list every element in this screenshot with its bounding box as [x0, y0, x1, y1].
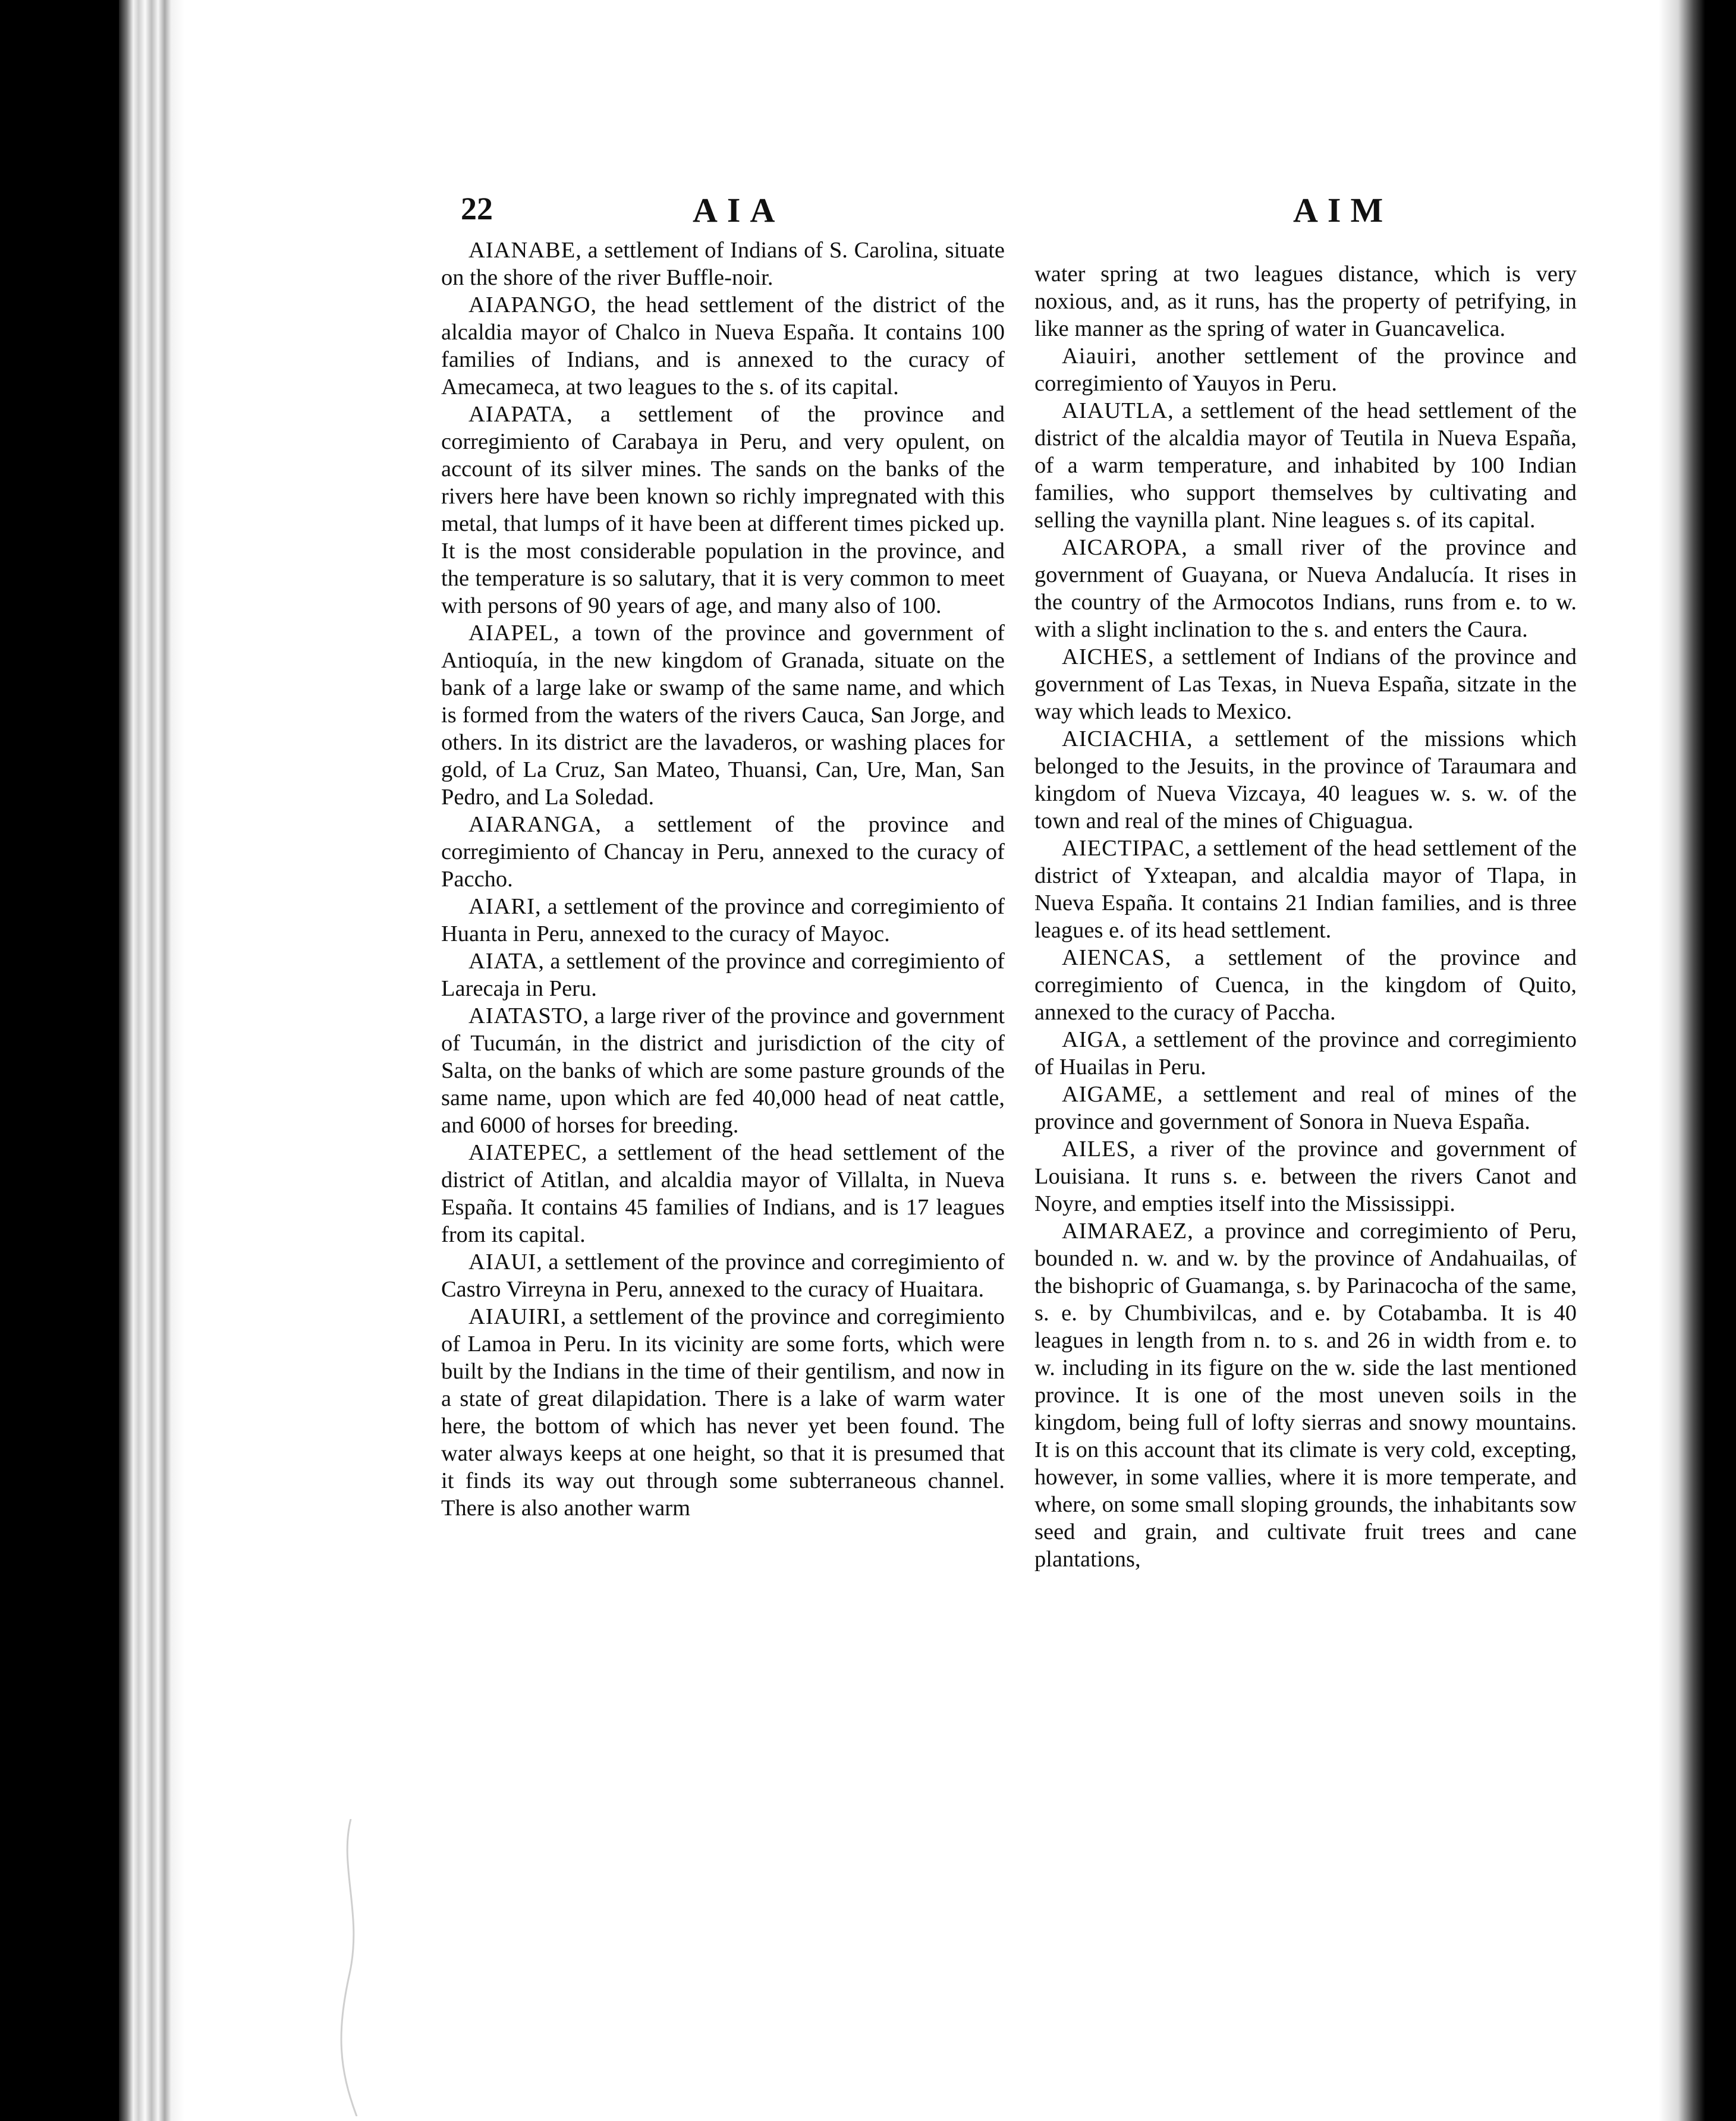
entry-text: , another settlement of the province and corregimiento of Yauyos in Peru.: [1034, 344, 1577, 396]
entry-headword: Aiauiri: [1062, 344, 1131, 369]
entry-headword: AICIACHIA: [1062, 726, 1187, 751]
entry-text: , a settlement of the province and corregimiento of Carabaya in Peru, and very opulent, on account of its silver mines. The sands on the banks of the rivers here have been known so richly impregnated with this metal, that lumps of it have been at different times picked up. It is the most considerable population in the province, and the temperature is so salutary, that it is very common to meet with persons of 90 years of age, and many also of 100.: [441, 402, 1005, 618]
entry-text: , a settlement of the province and corregimiento of Huanta in Peru, annexed to the curacy of Mayoc.: [441, 894, 1005, 946]
entry: [441, 619, 1005, 811]
page-edge: [1659, 0, 1736, 2121]
running-head-left: AIA: [693, 191, 785, 229]
entry: [441, 1248, 1005, 1303]
entry-headword: AIENCAS: [1062, 945, 1165, 970]
entry-text: water spring at two leagues distance, which is very noxious, and, as it runs, has the property of petrifying, in like manner as the spring of water in Guancavelica.: [1034, 262, 1577, 341]
entry-headword: AIAPANGO: [468, 292, 591, 317]
entry: [441, 291, 1005, 401]
entry: [1034, 835, 1577, 944]
entry-text: , a settlement of the province and corregimiento of Chancay in Peru, annexed to the curacy of Paccho.: [441, 812, 1005, 892]
entry-headword: AIAPATA: [468, 402, 567, 427]
entry: [441, 811, 1005, 893]
entry-text: , a settlement of the head settlement of the district of Atitlan, and alcaldia mayor of Villalta, in Nueva España. It contains 45 families of Indians, and is 17 leagues from its capital.: [441, 1140, 1005, 1247]
entry-headword: AIGAME: [1062, 1082, 1157, 1107]
entry-headword: AIARI: [468, 894, 535, 919]
entry-headword: AILES: [1062, 1137, 1130, 1162]
entry-headword: AIGA: [1062, 1027, 1122, 1052]
entry: [1034, 725, 1577, 835]
entry-headword: AIANABE: [468, 238, 576, 263]
entry-text: , a settlement of the province and corregimiento of Castro Virreyna in Peru, annexed to the curacy of Huaitara.: [441, 1250, 1005, 1302]
page-number: 22: [461, 191, 493, 226]
entry: [1034, 1081, 1577, 1135]
entry: [441, 1002, 1005, 1139]
entry-headword: AIAUI: [468, 1250, 537, 1275]
entry: [441, 401, 1005, 619]
entry: [441, 1139, 1005, 1248]
entry: [1034, 1217, 1577, 1573]
binding-thread-marks: [333, 1819, 369, 2116]
page-gutter: [119, 0, 184, 2121]
entry-text: , a settlement of the missions which belonged to the Jesuits, in the province of Taraumara and kingdom of Nueva Vizcaya, 40 leagues w. s. w. of the town and real of the mines of Chiguagua.: [1034, 726, 1577, 833]
entry: [1034, 534, 1577, 643]
entry: [1034, 1135, 1577, 1217]
entry-text: , a large river of the province and government of Tucumán, in the district and jurisdiction of the city of Salta, on the banks of which are some pasture grounds of the same name, upon which are fed 40,000 head of neat cattle, and 6000 of horses for breeding.: [441, 1003, 1005, 1138]
left-column: [441, 237, 1005, 1522]
entry-headword: AIATA: [468, 949, 539, 974]
entry-headword: AIATEPEC: [468, 1140, 581, 1165]
entry: [441, 948, 1005, 1002]
entry-text: , a small river of the province and government of Guayana, or Nueva Andalucía. It rises in the country of the Armocotos Indians, runs from e. to w. with a slight inclination to the s. and enters the Caura.: [1034, 535, 1577, 642]
entry-headword: AIAUIRI: [468, 1304, 561, 1329]
entry: [1034, 397, 1577, 534]
entry-headword: AIMARAEZ: [1062, 1219, 1188, 1244]
entry-headword: AIAUTLA: [1062, 398, 1168, 423]
right-column: [1034, 260, 1577, 1573]
entry-text: , a settlement of the head settlement of the district of Yxteapan, and alcaldia mayor of Tlapa, in Nueva España. It contains 21 Indian families, and is three leagues e. of its head settlement.: [1034, 836, 1577, 943]
entry-text: , the head settlement of the district of the alcaldia mayor of Chalco in Nueva España. It contains 100 families of Indians, and is annexed to the curacy of Amecameca, at two leagues to the s. of its capital.: [441, 292, 1005, 399]
running-head-right: AIM: [1293, 191, 1393, 229]
entry: [1034, 1026, 1577, 1081]
entry-headword: AIAPEL: [468, 621, 553, 646]
entry: [441, 237, 1005, 291]
entry-headword: AIATASTO: [468, 1003, 583, 1028]
entry-text: , a settlement of Indians of S. Carolina, situate on the shore of the river Buffle-noir.: [441, 238, 1005, 290]
entry: [1034, 643, 1577, 725]
entry-text: , a province and corregimiento of Peru, bounded n. w. and w. by the province of Andahuailas, of the bishopric of Guamanga, s. by Parinacocha of the same, s. e. by Chumbivilcas, and e. by Cotabamba. It is 40 leagues in length from n. to s. and 26 in width from e. to w. including in its figure on the w. side the last mentioned province. It is one of the most uneven soils in the kingdom, being full of lofty sierras and snowy mountains. It is on this account that its climate is very cold, excepting, however, in some vallies, where it is more temperate, and where, on some small sloping grounds, the inhabitants sow seed and grain, and cultivate fruit trees and cane plantations,: [1034, 1219, 1577, 1572]
entry-text: , a settlement of Indians of the province and government of Las Texas, in Nueva España, sitzate in the way which leads to Mexico.: [1034, 644, 1577, 724]
entry-text: , a river of the province and government of Louisiana. It runs s. e. between the rivers Canot and Noyre, and empties itself into the Mississippi.: [1034, 1137, 1577, 1216]
entry: [1034, 944, 1577, 1026]
entry-headword: AICHES: [1062, 644, 1149, 669]
entry-text: , a settlement of the province and corregimiento of Huailas in Peru.: [1034, 1027, 1577, 1080]
entry-text: , a settlement of the province and corregimiento of Lamoa in Peru. In its vicinity are some forts, which were built by the Indians in the time of their gentilism, and now in a state of great dilapidation. There is a lake of warm water here, the bottom of which has never yet been found. The water always keeps at one height, so that it is presumed that it finds its way out through some subterraneous channel. There is also another warm: [441, 1304, 1005, 1521]
entry-headword: AIECTIPAC: [1062, 836, 1185, 861]
entry-text: , a settlement of the head settlement of the district of the alcaldia mayor of Teutila in Nueva España, of a warm temperature, and inhabited by 100 Indian families, who support themselves by cultivating and selling the vaynilla plant. Nine leagues s. of its capital.: [1034, 398, 1577, 533]
entry: [441, 1303, 1005, 1522]
entry-text: , a town of the province and government of Antioquía, in the new kingdom of Granada, situate on the bank of a large lake or swamp of the same name, and which is formed from the waters of the rivers Cauca, San Jorge, and others. In its district are the lavaderos, or washing places for gold, of La Cruz, San Mateo, Thuansi, Can, Ure, Man, San Pedro, and La Soledad.: [441, 621, 1005, 810]
entry-headword: AIARANGA: [468, 812, 596, 837]
entry-text: , a settlement and real of mines of the province and government of Sonora in Nueva España.: [1034, 1082, 1577, 1134]
entry-continuation: [1034, 260, 1577, 342]
entry-headword: AICAROPA: [1062, 535, 1182, 560]
entry-text: , a settlement of the province and corregimiento of Larecaja in Peru.: [441, 949, 1005, 1001]
entry-text: , a settlement of the province and corregimiento of Cuenca, in the kingdom of Quito, annexed to the curacy of Paccha.: [1034, 945, 1577, 1025]
entry: [1034, 342, 1577, 397]
entry: [441, 893, 1005, 948]
